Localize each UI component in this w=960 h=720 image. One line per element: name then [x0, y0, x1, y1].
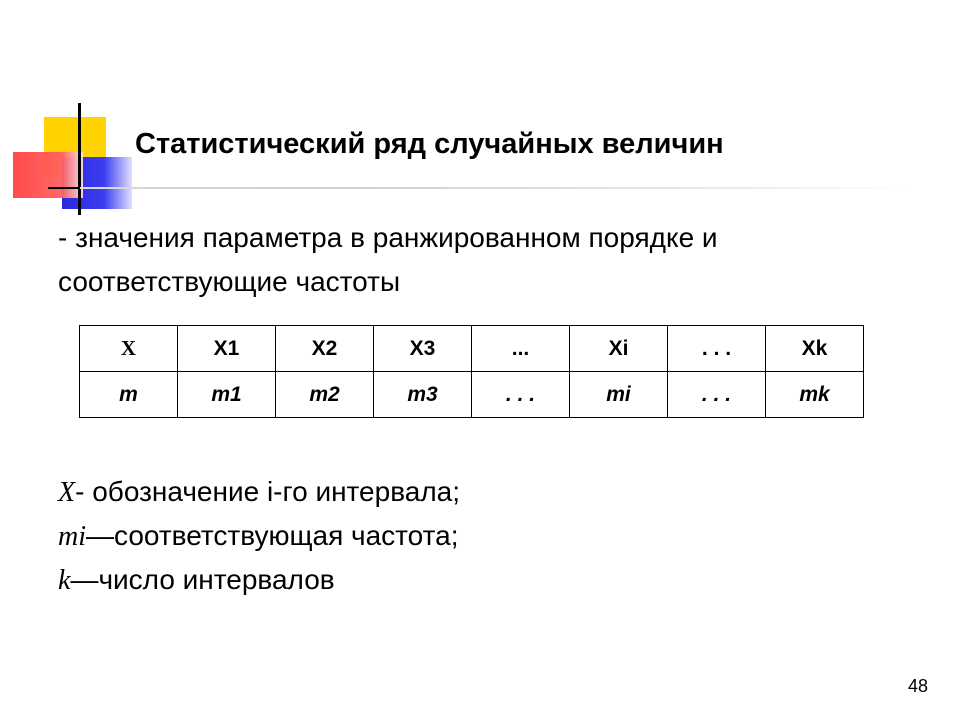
description: [58, 216, 878, 304]
table-cell: X1: [178, 326, 276, 372]
legend-symbol: mi: [58, 521, 86, 552]
legend-item: [58, 470, 460, 514]
table-cell: Xi: [570, 326, 668, 372]
legend-symbol: X: [58, 477, 76, 508]
table-cell: mk: [766, 372, 864, 418]
legend-text: —число интервалов: [70, 564, 335, 595]
table-cell: ...: [472, 326, 570, 372]
table-row-frequencies: [80, 372, 864, 418]
red-square: [13, 152, 83, 198]
table-cell: X3: [374, 326, 472, 372]
table-cell: . . .: [472, 372, 570, 418]
legend-item: [58, 514, 460, 558]
legend-item: [58, 558, 460, 602]
table-row-values: [80, 326, 864, 372]
legend: [58, 470, 460, 602]
description-line-1: - значения параметра в ранжированном порядке и: [58, 222, 718, 253]
table-cell: m1: [178, 372, 276, 418]
table-cell: X: [80, 326, 178, 372]
decorative-squares: [0, 0, 140, 230]
table-cell: m: [80, 372, 178, 418]
table-cell: m2: [276, 372, 374, 418]
title-divider: [80, 187, 910, 189]
table-cell: X2: [276, 326, 374, 372]
table-cell: mi: [570, 372, 668, 418]
statistical-series-table: [79, 325, 864, 418]
table-cell: . . .: [668, 372, 766, 418]
legend-text: - обозначение i-го интервала;: [75, 476, 461, 507]
slide-title: Статистический ряд случайных величин: [135, 128, 724, 160]
legend-symbol: k: [58, 565, 71, 596]
description-line-2: соответствующие частоты: [58, 266, 401, 297]
page-number: 48: [907, 676, 928, 696]
table-cell: . . .: [668, 326, 766, 372]
vertical-line: [78, 103, 81, 215]
table-cell: Xk: [766, 326, 864, 372]
table-cell: m3: [374, 372, 472, 418]
legend-text: —соответствующая частота;: [86, 520, 459, 551]
